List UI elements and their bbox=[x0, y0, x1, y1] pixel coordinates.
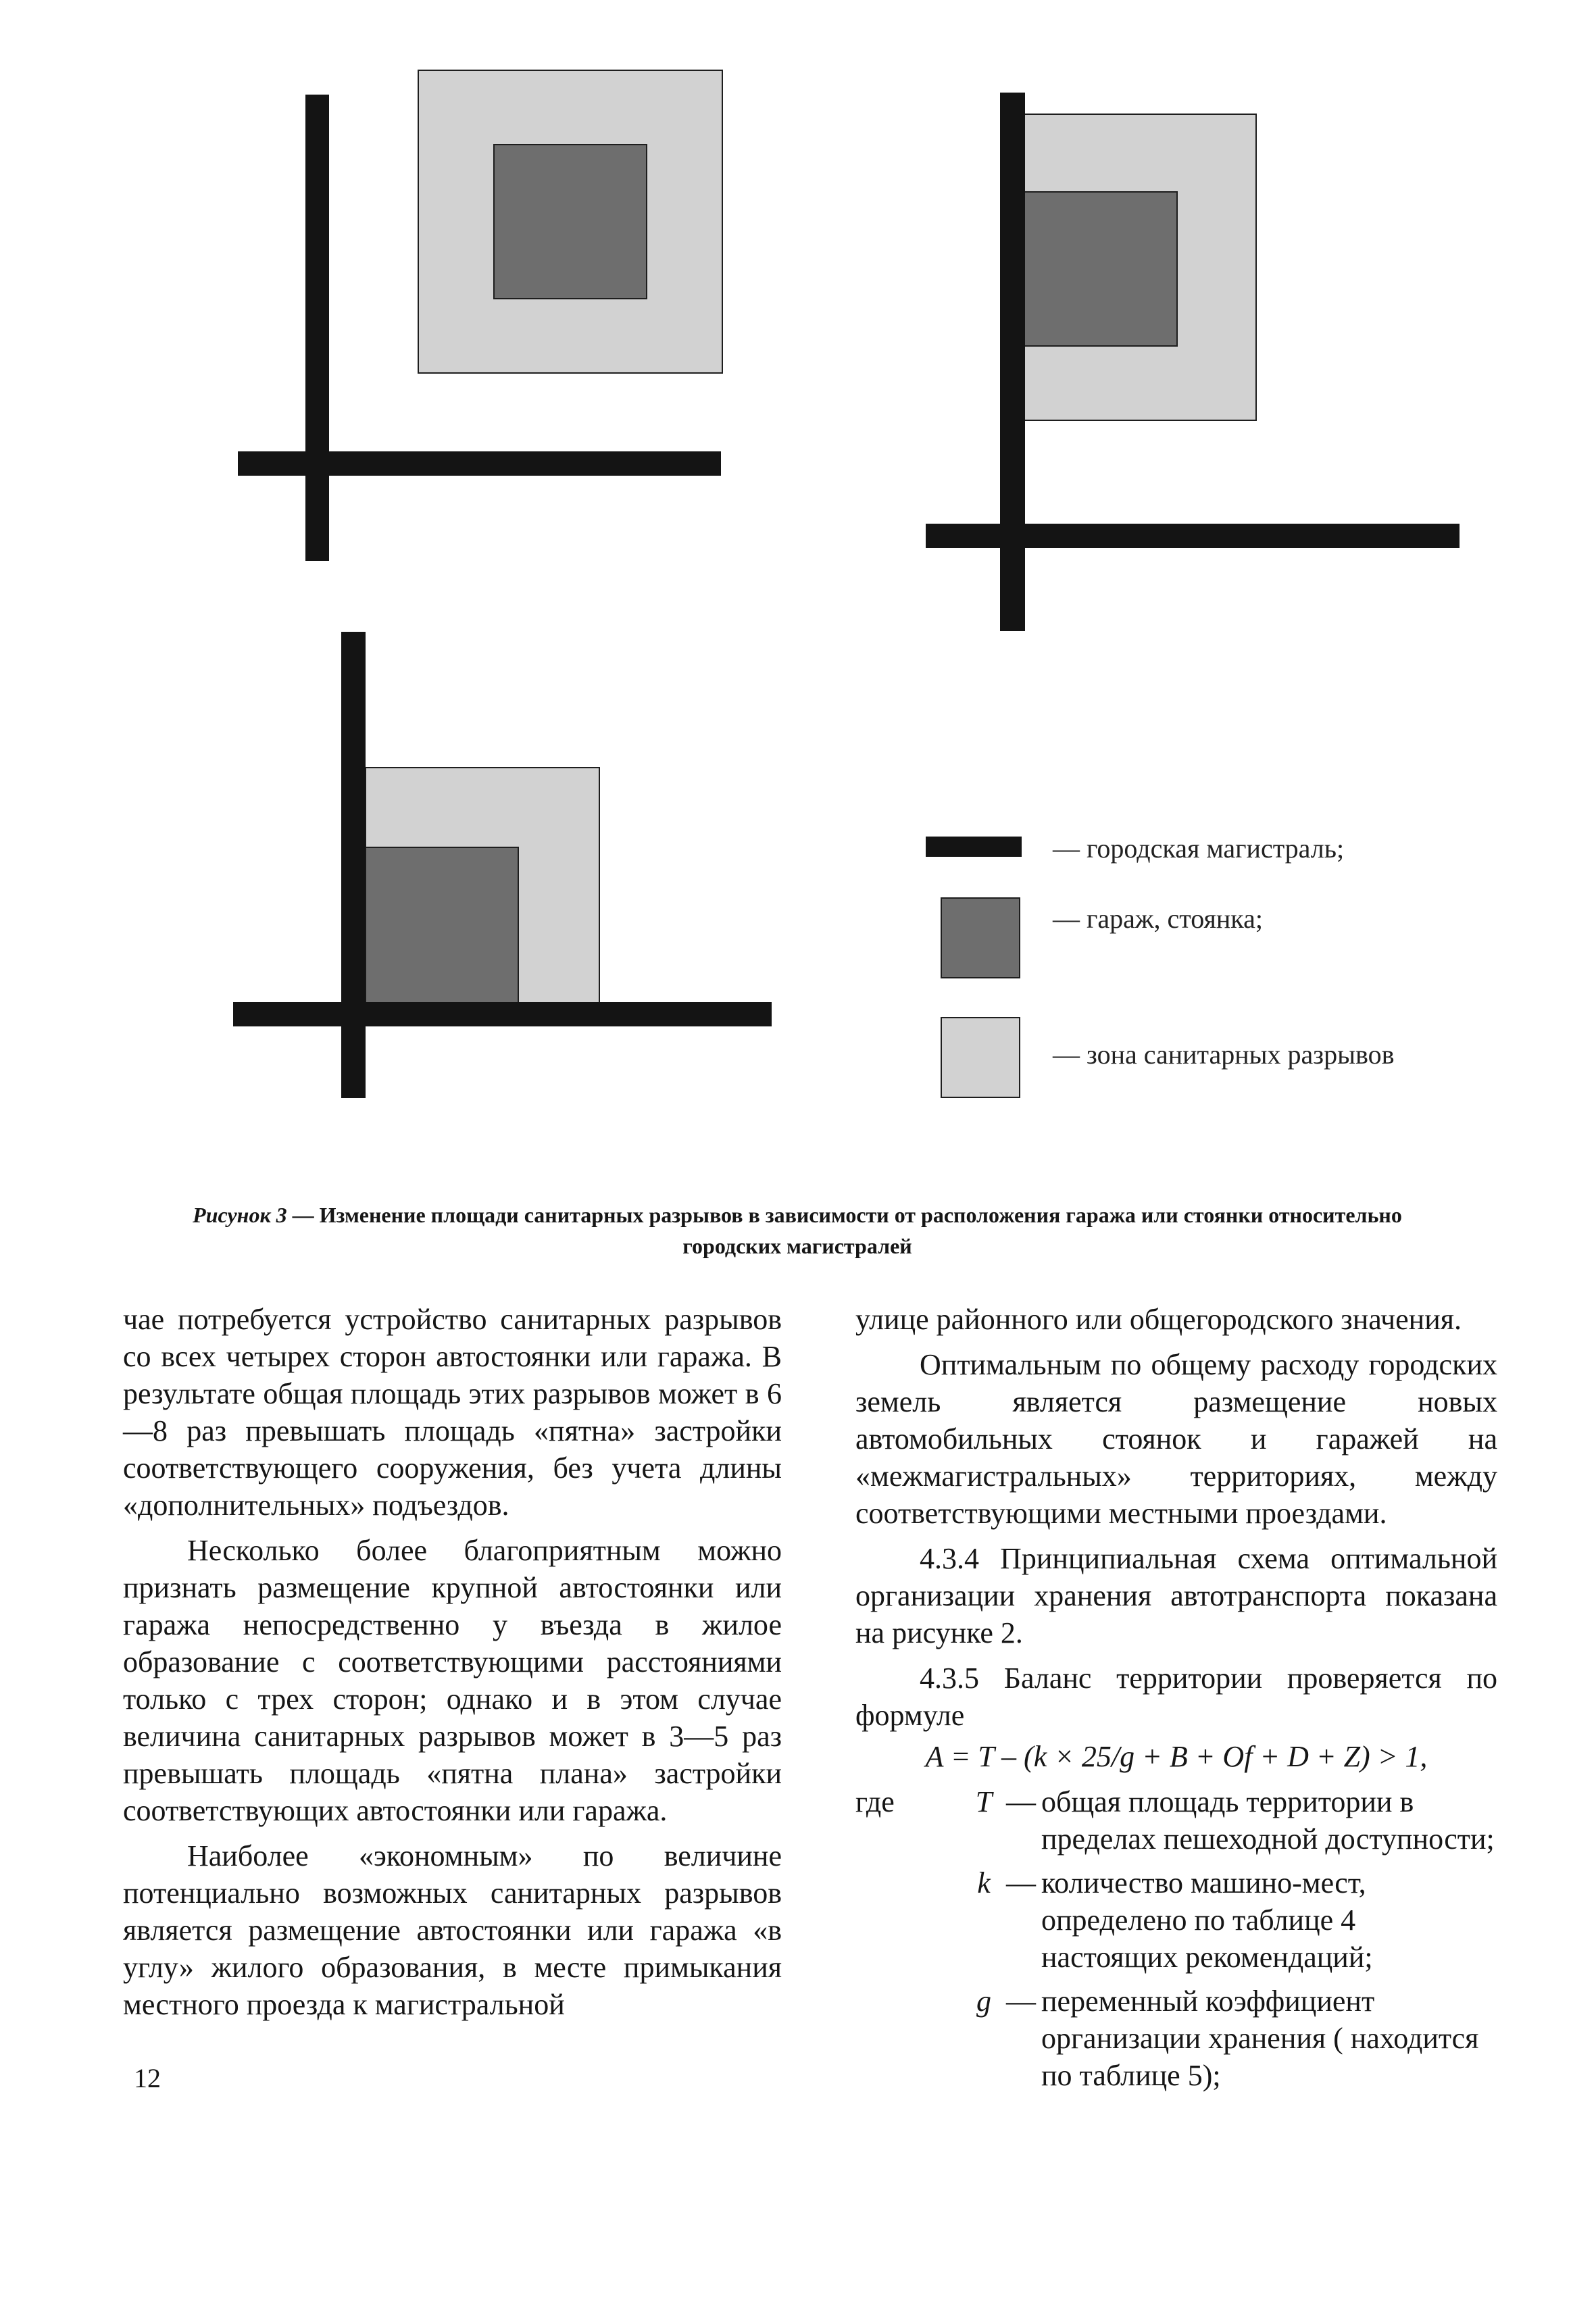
definition-text: количество машино-мест, определено по таблице 4 настоящих рекомендаций; bbox=[1041, 1866, 1373, 1974]
definition-symbol: k bbox=[977, 1866, 991, 1899]
city-road-horizontal bbox=[238, 451, 721, 476]
legend-zone-label: — зона санитарных разрывов bbox=[1053, 1039, 1395, 1070]
legend-road-swatch bbox=[926, 837, 1022, 857]
definition-text: общая площадь территории в пределах пешеходной доступности; bbox=[1041, 1785, 1495, 1856]
garage-block bbox=[365, 847, 519, 1003]
paragraph: Оптимальным по общему расходу городских земель является размещение новых автомобильных стоянок и гаражей на «межмагистральных» территориях, между соответствующими местными проездами. bbox=[855, 1348, 1497, 1530]
paragraph: улице районного или общегородского значения. bbox=[855, 1303, 1462, 1336]
caption-lead: Рисунок 3 bbox=[193, 1203, 287, 1227]
definition-item bbox=[855, 1864, 1497, 1976]
definition-item bbox=[855, 1983, 1497, 2094]
paragraph: Несколько более благоприятным можно признать размещение крупной автостоянки или гаража непосредственно у въезда в жилое образование с соответствующими расстояниями только с трех сторон; однако и в этом случае величина санитарных разрывов может в 3—5 раз превышать площадь «пятна плана» застройки соответствующих автостоянки или гаража. bbox=[123, 1534, 782, 1827]
definition-dash: — bbox=[1006, 1985, 1036, 2018]
definition-symbol: g bbox=[976, 1985, 991, 2018]
paragraph: 4.3.4 Принципиальная схема оптимальной организации хранения автотранспорта показана на рисунке 2. bbox=[855, 1542, 1497, 1649]
garage-block bbox=[493, 144, 647, 299]
paragraph: Наиболее «экономным» по величине потенциально возможных санитарных разрывов является размещение автостоянки или гаража «в углу» жилого образования, в месте примыкания местного проезда к магистральной bbox=[123, 1839, 782, 2021]
definition-item bbox=[855, 1783, 1497, 1858]
right-column bbox=[855, 1301, 1497, 2101]
garage-block bbox=[1020, 191, 1178, 347]
paragraph: 4.3.5 Баланс территории проверяется по формуле bbox=[855, 1662, 1497, 1732]
formula-definitions bbox=[855, 1783, 1497, 2094]
city-road-vertical bbox=[341, 632, 366, 1098]
legend-zone-swatch bbox=[941, 1017, 1020, 1098]
city-road-vertical bbox=[305, 95, 329, 561]
city-road-vertical bbox=[1000, 93, 1025, 631]
where-label: где bbox=[855, 1785, 895, 1818]
left-column bbox=[123, 1301, 782, 2031]
legend-road-label: — городская магистраль; bbox=[1053, 833, 1345, 864]
definition-dash: — bbox=[1006, 1866, 1036, 1899]
definition-symbol: T bbox=[975, 1785, 993, 1818]
balance-formula: A = T – (k × 25/g + B + Of + D + Z) > 1, bbox=[925, 1740, 1428, 1773]
legend-garage-swatch bbox=[941, 897, 1020, 978]
definition-text: переменный коэффициент организации хранения ( находится по таблице 5); bbox=[1041, 1985, 1479, 2092]
definition-dash: — bbox=[1006, 1785, 1036, 1818]
figure-caption bbox=[169, 1199, 1426, 1262]
page-number: 12 bbox=[134, 2063, 161, 2093]
legend-garage-label: — гараж, стоянка; bbox=[1053, 903, 1263, 934]
paragraph: чае потребуется устройство санитарных разрывов со всех четырех сторон автостоянки или гаража. В результате общая площадь этих разрывов может в 6—8 раз превышать площадь «пятна» застройки соответствующего сооружения, без учета длины «дополнительных» подъездов. bbox=[123, 1303, 782, 1522]
city-road-horizontal bbox=[926, 524, 1460, 548]
caption-text: — Изменение площади санитарных разрывов в зависимости от расположения гаража или стоянки относительно городских магистралей bbox=[286, 1203, 1402, 1259]
city-road-horizontal bbox=[233, 1002, 772, 1026]
